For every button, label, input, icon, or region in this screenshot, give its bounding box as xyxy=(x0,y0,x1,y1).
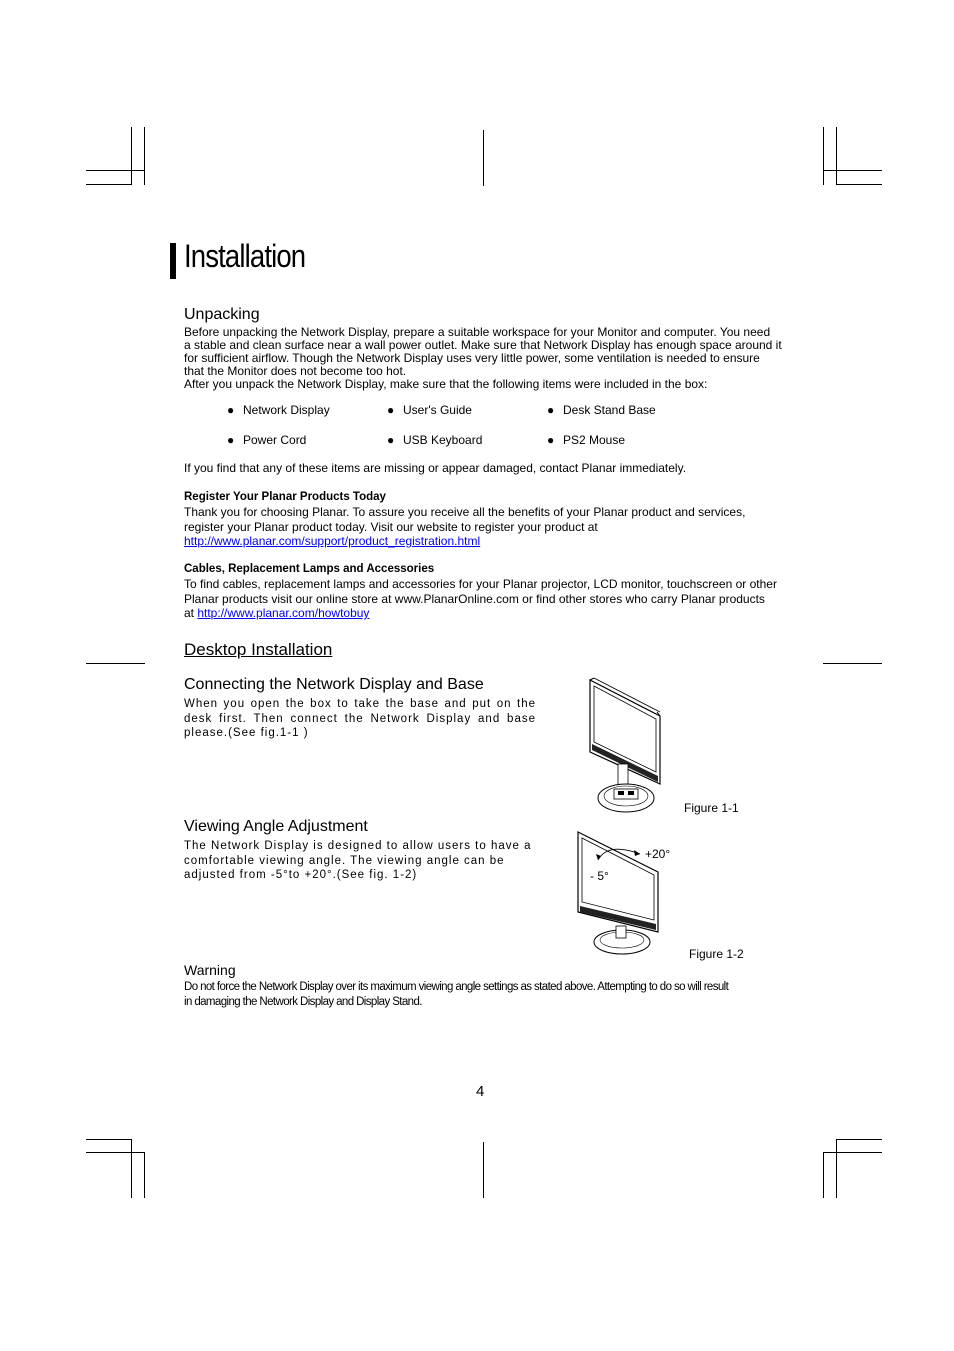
registration-link[interactable]: http://www.planar.com/support/product_registration.html xyxy=(184,534,481,548)
list-item: ● Network Display xyxy=(227,403,330,417)
register-heading: Register Your Planar Products Today xyxy=(184,491,386,503)
list-item: ● User's Guide xyxy=(387,403,472,417)
minus-5-label: - 5° xyxy=(590,869,609,883)
plus-20-label: +20° xyxy=(645,847,671,861)
register-paragraph: Thank you for choosing Planar. To assure you receive all the benefits of your Planar product and services, register your Planar product today. Visit our website to register your product at http://www.planar.com/support/product_registration.html xyxy=(184,505,746,548)
unpacking-heading: Unpacking xyxy=(184,306,260,323)
connecting-heading: Connecting the Network Display and Base xyxy=(184,676,484,693)
list-item: ● PS2 Mouse xyxy=(547,433,626,447)
page-number: 4 xyxy=(476,1083,485,1100)
warning-heading: Warning xyxy=(184,962,236,978)
figure-1-1-caption: Figure 1-1 xyxy=(684,801,739,815)
unpacking-paragraph: Before unpacking the Network Display, prepare a suitable workspace for your Monitor and computer. You need a stable and clean surface near a wall power outlet. Make sure that Network Display has enough space around it for sufficient airflow. Though the Network Display uses very little power, some ventilation is needed to ensure that the Monitor does not become too hot. After you unpack the Network Display, make sure that the following items were included in the box: xyxy=(184,325,782,391)
list-item: ● USB Keyboard xyxy=(387,433,483,447)
page-title: Installation xyxy=(184,238,306,274)
monitor-figure-1-1 xyxy=(580,676,670,816)
missing-items-note: If you find that any of these items are missing or appear damaged, contact Planar immediately. xyxy=(184,461,687,475)
cables-paragraph: To find cables, replacement lamps and accessories for your Planar projector, LCD monitor, touchscreen or other Planar products visit our online store at www.PlanarOnline.com or find other stores who carry Planar products at http://www.planar.com/howtobuy xyxy=(184,577,777,620)
howtobuy-link[interactable]: http://www.planar.com/howtobuy xyxy=(197,606,370,620)
title-accent-bar xyxy=(170,243,176,279)
figure-1-2-caption: Figure 1-2 xyxy=(689,947,744,961)
cables-heading: Cables, Replacement Lamps and Accessories xyxy=(184,563,435,575)
viewing-angle-paragraph: The Network Display is designed to allow users to have a comfortable viewing angle. The viewing angle can be adjusted from -5°to +20°.(See fig. 1-2) xyxy=(184,840,532,881)
list-item: ● Desk Stand Base xyxy=(547,403,656,417)
connecting-paragraph: When you open the box to take the base and put on the desk first. Then connect the Network Display and base please.(See fig.1-1 ) xyxy=(184,698,536,739)
warning-paragraph: Do not force the Network Display over its maximum viewing angle settings as stated above. Attempting to do so will result in damaging the Network Display and Display Stand. xyxy=(184,981,729,1008)
desktop-installation-heading: Desktop Installation xyxy=(184,640,333,659)
list-item: ● Power Cord xyxy=(227,433,307,447)
viewing-angle-heading: Viewing Angle Adjustment xyxy=(184,818,368,835)
